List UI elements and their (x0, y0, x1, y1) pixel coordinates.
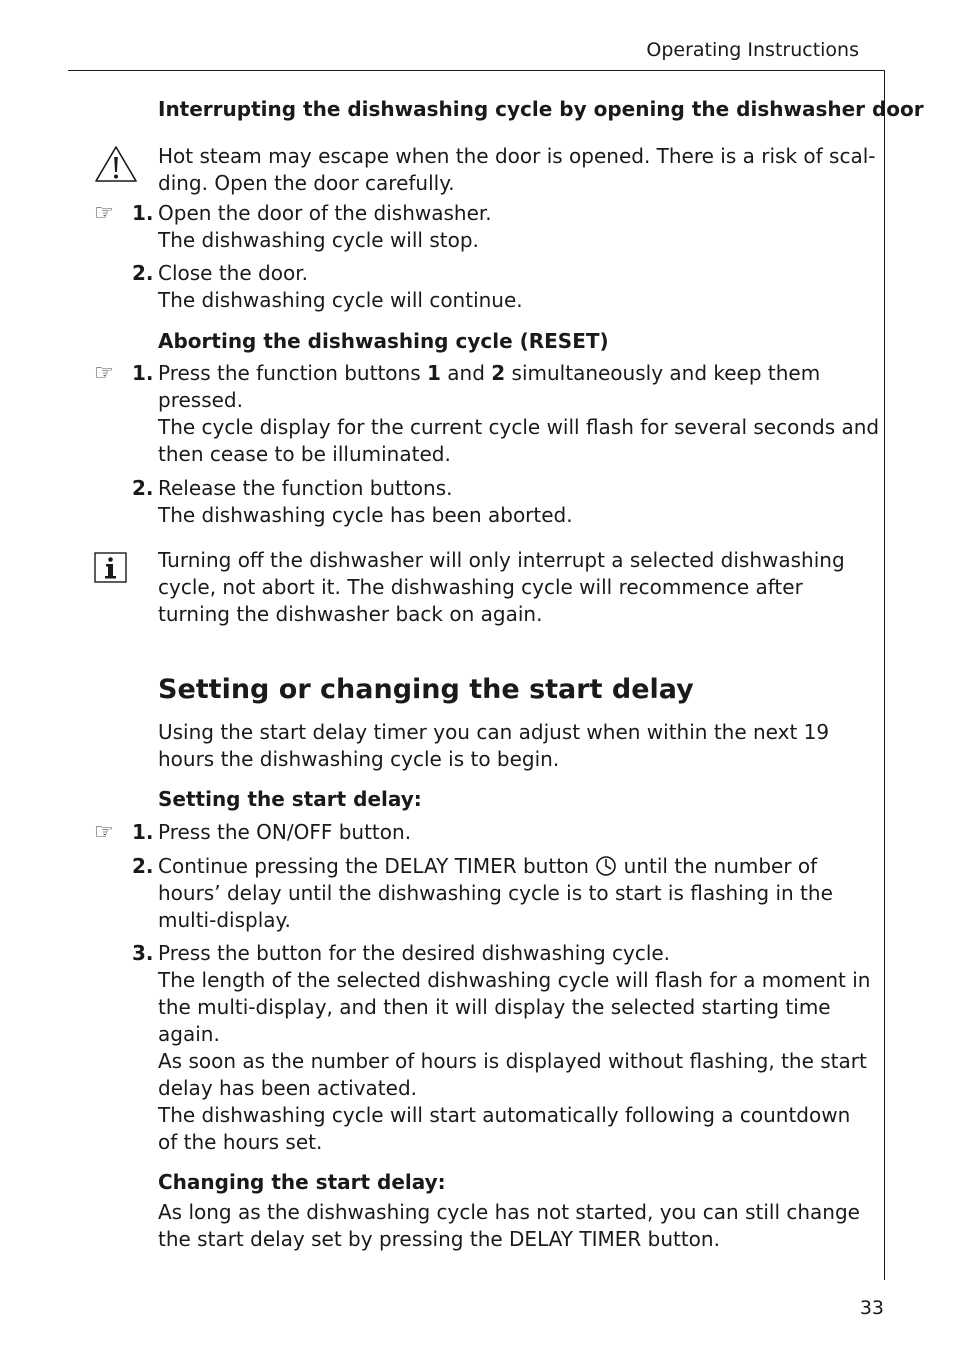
info-note (158, 547, 870, 628)
step-number: 2. (132, 854, 154, 878)
delay-step-2 (158, 853, 870, 934)
warning-line: ding. Open the door carefully. (158, 171, 455, 195)
step-line (158, 853, 870, 880)
intro-line: hours the dishwashing cycle is to begin. (158, 747, 560, 771)
step-number: 1. (132, 820, 154, 844)
abort-step-2 (158, 475, 870, 529)
clock-icon (595, 855, 617, 877)
step-line: The cycle display for the current cycle will flash for several seconds and (158, 415, 880, 439)
step-line: The dishwashing cycle will continue. (158, 288, 523, 312)
delay-step-1 (158, 819, 870, 846)
warning-triangle-icon (94, 144, 138, 184)
step-line: The dishwashing cycle will start automatically following a countdown (158, 1103, 851, 1127)
step-line: the multi-display, and then it will display the selected starting time (158, 995, 831, 1019)
header-rule (68, 70, 885, 71)
step-number: 1. (132, 361, 154, 385)
step-line: The length of the selected dishwashing cycle will flash for a moment in (158, 968, 871, 992)
step-line: The dishwashing cycle has been aborted. (158, 503, 573, 527)
step-line: Open the door of the dishwasher. (158, 201, 492, 225)
changing-line: the start delay set by pressing the DELAY TIMER button. (158, 1227, 720, 1251)
step-line: multi-display. (158, 908, 291, 932)
interrupt-step-2 (158, 260, 870, 314)
info-line: Turning off the dishwasher will only interrupt a selected dishwashing (158, 548, 845, 572)
warning-line: Hot steam may escape when the door is opened. There is a risk of scal- (158, 144, 876, 168)
step-line: pressed. (158, 388, 243, 412)
text-run: and (440, 361, 492, 385)
text-run: Press the function buttons (158, 361, 427, 385)
setting-heading: Setting the start delay: (158, 787, 422, 811)
info-line: cycle, not abort it. The dishwashing cycle will recommence after (158, 575, 803, 599)
step-line: hours’ delay until the dishwashing cycle is to start is flashing in the (158, 881, 833, 905)
step-number: 2. (132, 476, 154, 500)
step-number: 3. (132, 941, 154, 965)
info-icon (94, 552, 127, 583)
step-line: Release the function buttons. (158, 476, 453, 500)
running-header: Operating Instructions (646, 39, 859, 61)
step-line: Press the button for the desired dishwashing cycle. (158, 941, 671, 965)
info-line: turning the dishwasher back on again. (158, 602, 543, 626)
intro-line: Using the start delay timer you can adjust when within the next 19 (158, 720, 830, 744)
abort-heading: Aborting the dishwashing cycle (RESET) (158, 329, 609, 353)
step-line: As soon as the number of hours is displayed without flashing, the start (158, 1049, 867, 1073)
text-run: until the number of (617, 854, 818, 878)
changing-heading: Changing the start delay: (158, 1170, 446, 1194)
step-number: 1. (132, 201, 154, 225)
warning-text (158, 143, 876, 197)
step-line: again. (158, 1022, 220, 1046)
pointing-hand-icon: ☞ (94, 361, 114, 386)
pointing-hand-icon: ☞ (94, 820, 114, 845)
pointing-hand-icon: ☞ (94, 201, 114, 226)
step-line (158, 360, 870, 387)
abort-step-1 (158, 360, 880, 468)
changing-line: As long as the dishwashing cycle has not started, you can still change (158, 1200, 860, 1224)
step-line: Close the door. (158, 261, 308, 285)
step-line: Press the ON/OFF button. (158, 820, 412, 844)
step-line: of the hours set. (158, 1130, 323, 1154)
interrupt-step-1 (158, 200, 870, 254)
interrupt-heading: Interrupting the dishwashing cycle by opening the dishwasher door (158, 97, 924, 121)
step-line: The dishwashing cycle will stop. (158, 228, 479, 252)
text-run: Continue pressing the DELAY TIMER button (158, 854, 596, 878)
delay-intro (158, 719, 870, 773)
step-number: 2. (132, 261, 154, 285)
step-line: delay has been activated. (158, 1076, 417, 1100)
side-rule (884, 70, 885, 1280)
text-run: simultaneously and keep them (505, 361, 821, 385)
delay-step-3 (158, 940, 870, 1156)
button-1-label: 1 (426, 361, 441, 385)
changing-text (158, 1199, 870, 1253)
step-line: then cease to be illuminated. (158, 442, 451, 466)
page-number: 33 (859, 1297, 884, 1319)
button-2-label: 2 (491, 361, 506, 385)
section-title: Setting or changing the start delay (158, 674, 694, 705)
